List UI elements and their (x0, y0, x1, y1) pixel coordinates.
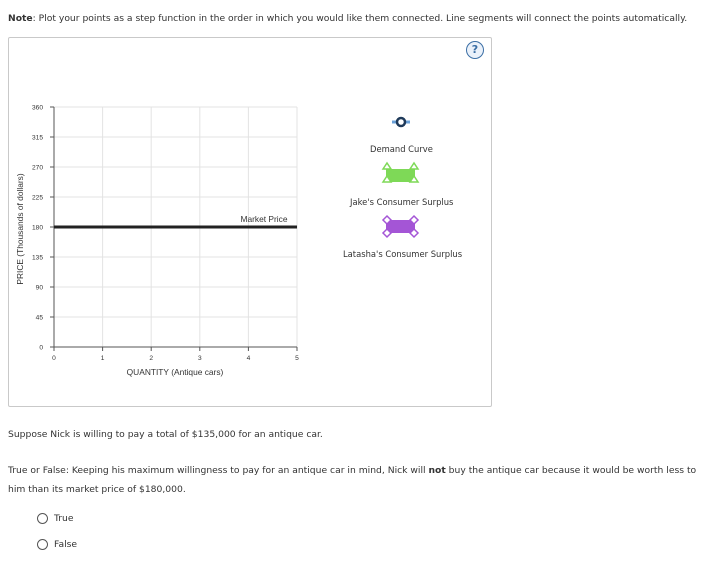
option-false[interactable] (37, 539, 77, 550)
market-price-label: Market Price (240, 214, 288, 224)
y-tick-label: 135 (31, 254, 43, 262)
prompt2-bold: not (428, 465, 446, 476)
y-tick-label: 0 (39, 344, 43, 352)
option-false-label: False (54, 539, 78, 550)
radio-true[interactable] (37, 513, 48, 524)
option-true[interactable] (37, 513, 74, 524)
question-prompt-2 (8, 461, 698, 499)
radio-false[interactable] (37, 539, 48, 550)
y-tick-label: 225 (31, 194, 43, 202)
help-icon[interactable]: ? (466, 41, 484, 59)
latasha-surplus-label: Latasha's Consumer Surplus (343, 249, 463, 259)
y-tick-label: 360 (31, 104, 43, 112)
note-text: : Plot your points as a step function in the order in which you would like them connected. Line segments will connect the points automatically. (32, 13, 688, 24)
x-tick-label: 2 (149, 355, 154, 362)
prompt2-text-before: True or False: Keeping his maximum willingness to pay for an antique car in mind, Nick will (8, 465, 429, 476)
graph-panel (8, 37, 492, 407)
x-tick-label: 3 (197, 355, 202, 362)
y-tick-label: 270 (31, 164, 43, 172)
x-tick-label: 1 (100, 355, 105, 362)
x-axis-label: QUANTITY (Antique cars) (126, 367, 224, 377)
y-tick-label: 45 (35, 314, 43, 322)
x-tick-label: 5 (295, 355, 299, 362)
question-prompt-1: Suppose Nick is willing to pay a total of $135,000 for an antique car. (8, 429, 323, 440)
instruction-note (8, 13, 687, 24)
x-tick-label: 0 (52, 355, 56, 362)
y-tick-label: 90 (35, 284, 43, 292)
y-axis-label: PRICE (Thousands of dollars) (15, 173, 25, 285)
jake-surplus-label: Jake's Consumer Surplus (350, 197, 454, 207)
prompt2-text-after: buy the antique car because it would be worth less to him than its market price of $180,000. (8, 465, 697, 495)
demand-curve-label: Demand Curve (370, 144, 433, 154)
x-tick-label: 4 (246, 355, 251, 362)
note-prefix: Note (8, 13, 33, 24)
y-tick-label: 180 (31, 224, 43, 232)
option-true-label: True (54, 513, 74, 524)
y-tick-label: 315 (31, 134, 43, 142)
